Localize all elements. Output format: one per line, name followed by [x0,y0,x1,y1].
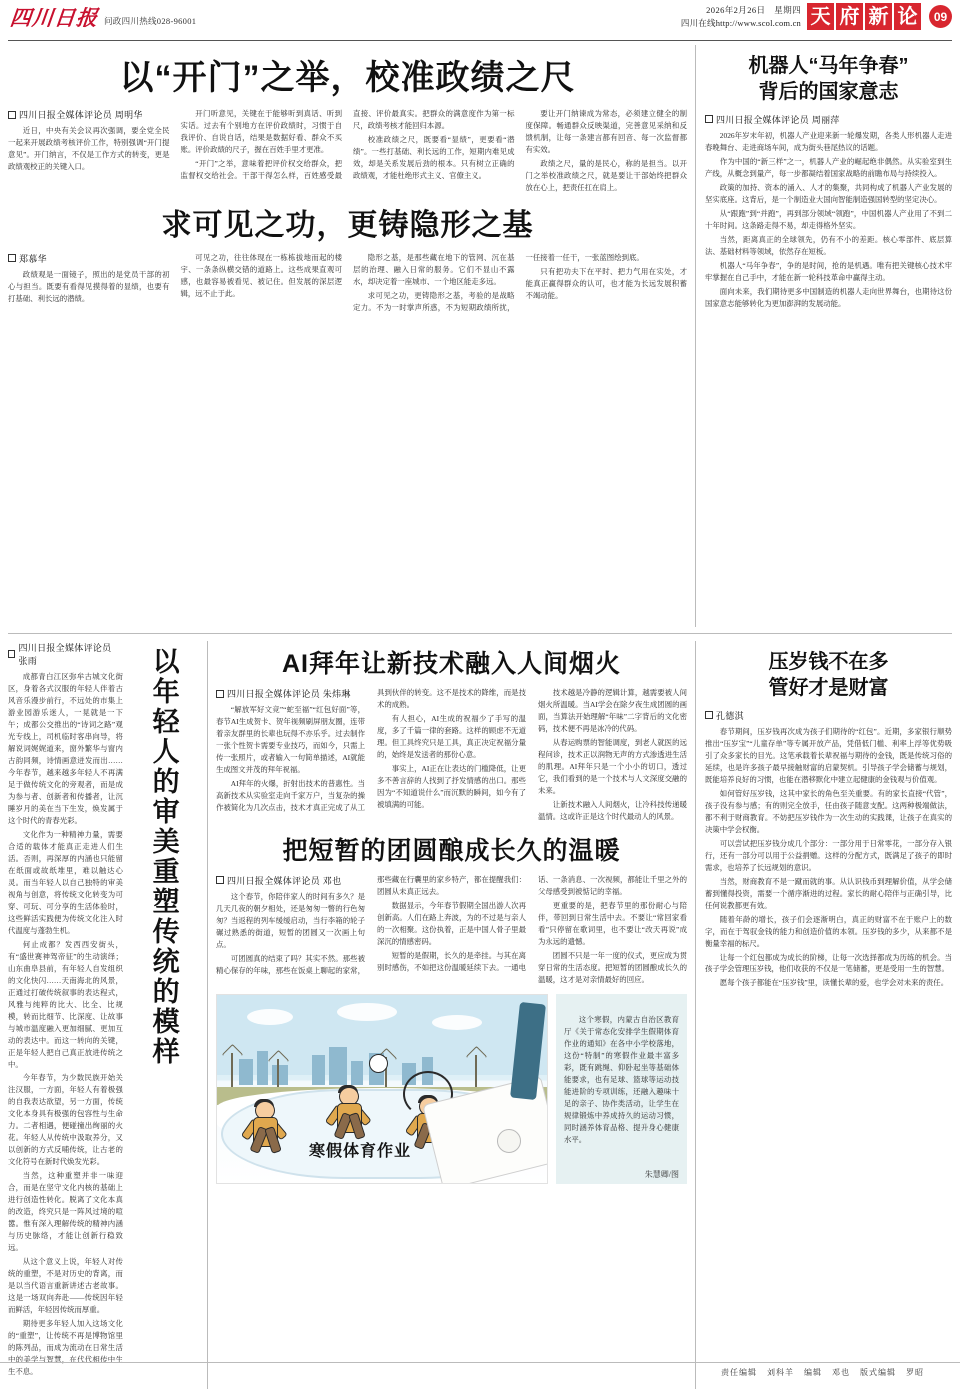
winter-sports-illustration [216,994,548,1184]
reunion-p2: 可团圆真的结束了吗？其实不然。那些被精心保存的年味，那些在饭桌上聊起的家常，那些藏在行囊里的家乡特产，都在提醒我们：团圆从未真正远去。 [216,874,526,975]
ai-p5: 技术越是冷静的逻辑计算，越需要被人间烟火所温暖。当AI学会在除夕夜生成团圆的画面，当算法开始理解“年味”二字背后的文化密码，技术便不再是冰冷的代码。 [538,688,687,733]
cloud-icon [337,1003,397,1021]
masthead [0,0,960,38]
byline-square-icon [216,876,224,884]
masthead-left [10,8,196,29]
money-p7: 愿每个孩子都能在“压岁钱”里，读懂长辈的爱，也学会对未来的责任。 [719,978,949,988]
section-title [807,3,921,30]
illustration-sidebar [556,994,687,1184]
bottom-region [8,633,952,1389]
ai-p6: 从春运购票的智能调度，到老人就医的远程问诊，技术正以润物无声的方式渗透进生活的肌理。AI拜年只是一个小小的切口，透过它，我们看到的是一个技术与人文深度交融的未来。 [538,737,687,795]
robot-p3: 政策的加持、资本的涌入、人才的集聚，共同构成了机器人产业发展的坚实底座。这背后，是一个制造业大国向智能制造强国转型的坚定决心。 [705,182,952,204]
youth-p5: 当然，这种重塑并非一味迎合，而是在坚守文化内核的基础上进行创造性转化。脱离了文化本真的改造，终究只是一阵风过境的喧嚣。惟有深入理解传统的精神内涵与历史脉络，才能让创新行稳致远。 [8,1171,123,1253]
reunion-body [216,874,687,986]
footer-subeditor-name: 邓也 [832,1367,850,1377]
lead-headline: 以“开门”之举，校准政绩之尺 [119,59,576,97]
illustration-caption: 寒假体育作业 [309,1142,412,1160]
ai-byline [216,687,365,700]
robot-byline-text: 四川日报全媒体评论员 周丽萍 [716,114,840,125]
robot-headline-line1: 机器人“马年争春” [748,55,909,77]
robot-byline [705,113,952,126]
lead-p3: “开门”之举，意味着把评价权交给群众，把监督权交给社会。干部干得怎么样，百姓感受最直接、评价最真实。把群众的满意度作为第一标尺，政绩考核才能回归本源。 [180,109,515,181]
reunion-columns [216,874,687,986]
article-youth [8,641,208,1389]
volleyball-icon [369,1054,388,1073]
building-icon [257,1051,268,1085]
footer-layout-name: 罗昭 [906,1367,924,1377]
youth-body [8,671,123,1380]
article-robot [696,45,952,627]
section-char-1: 天 [807,3,834,30]
second-p5: 只有把功夫下在平时、把力气用在实处，才能真正赢得群众的认可，也才能为长远发展积蓄不竭动能。 [525,266,687,300]
money-byline [705,709,952,722]
youth-p2: 文化作为一种精神力量，需要合适的载体才能真正走进人们生活。否则，再深厚的内涵也只能留在纸面或故纸堆里，难以触达心灵。而当年轻人以自己独特的审美视角与创意，将传统文化转变为可穿、可玩、可分享的生活体验时，这些鲜活实践便为传统文化注入时代温度与蓬勃生机。 [8,829,123,935]
money-p4: 当然，财商教育不是一蹴而就的事。从认识钱币到理解价值，从学会储蓄到懂得投资，需要一个循序渐进的过程。家长的耐心陪伴与正确引导，比任何说教都更有效。 [705,876,952,910]
section-char-4: 论 [894,3,921,30]
youth-p1: 成都青白江区弥牟古城文化街区，身着各式汉服的年轻人伴着古风音乐漫步前行，不远处的市集上游业园游乐迷人，一晃就是一下午；成都公交推出的“诗词之路”观光专线上，司机临时客串向导，将解说词娓娓道来，窗外繁华与窗内古韵同频，诗情画意迸发而出……今年春节，越来越多年轻人不再满足于做传统文化的旁观者，而是成为参与者、创新者和传播者，让沉睡岁月的美在当下生发，焕发属于这个时代的青春光彩。 [8,672,123,825]
article-money [696,641,952,1389]
reunion-byline-text: 四川日报全媒体评论员 邓也 [227,875,342,886]
lead-p4: 校准政绩之尺，既要看“显绩”，更要看“潜绩”。一些打基础、利长远的工作，短期内难见成效，却是关系发展后劲的根本。只有树立正确的政绩观，才能杜绝形式主义、官僚主义。 [353,135,515,181]
paper-hotline: 问政四川热线028-96001 [104,16,197,26]
footer-editor-label: 责任编辑 [721,1367,757,1377]
building-icon [239,1059,253,1085]
top-region [8,45,952,627]
ai-p4: 事实上，AI正在让表达的门槛降低，让更多不善言辞的人找到了抒发情感的出口。那些因为“不知道说什么”而沉默的瞬间，如今有了被填满的可能。 [377,763,526,809]
money-byline-text: 孔德淇 [716,710,744,721]
byline-square-icon [8,111,16,119]
robot-p7: 面向未来，我们期待更多中国制造的机器人走向世界舞台，也期待这份国家意志能够转化为更加澎湃的发展动能。 [705,286,952,308]
scroll-roll-end [497,1129,521,1153]
ai-headline: AI拜年让新技术融入人间烟火 [281,650,621,678]
second-byline [8,252,170,265]
section-char-3: 新 [865,3,892,30]
lead-p6: 政绩之尺，量的是民心，称的是担当。以开门之举校准政绩之尺，就是要让干部始终把群众放在心上，把责任扛在肩上。 [525,159,687,192]
bare-tree-icon [277,1059,279,1087]
bare-tree-icon [475,1055,477,1087]
footer-editor-name: 刘科羊 [767,1367,794,1377]
robot-headline-line2: 背后的国家意志 [758,81,899,104]
youth-byline-text: 四川日报全媒体评论员 张雨 [18,643,112,666]
money-p3: 可以尝试把压岁钱分成几个部分：一部分用于日常零花，一部分存入银行，还有一部分可以用于公益捐赠。这样的分配方式，既满足了孩子的即时需求，也培养了长远规划的意识。 [705,838,952,872]
illustration-side-text: 这个寒假，内蒙古自治区教育厅《关于常态化安排学生假期体育作业的通知》在各中小学校落地，这份“特制”的寒假作业最丰富多彩，既有跳绳、仰卧起坐等基础体能要求，也有足球、篮球等运动技能进阶的专项训练，还融入趣味十足的亲子、协作类活动，让学生在规律锻炼中养成持久的运动习惯，同时涵养体育品格、提升身心健康水平。 [564,1014,679,1144]
byline-square-icon [8,650,15,658]
article-ai [216,644,687,823]
money-headline-line2: 管好才是财富 [768,677,889,700]
reunion-p6: 团圆不只是一年一度的仪式，更应成为贯穿日常的生活态度。把短暂的团圆酿成长久的温暖，这才是对亲情最好的回应。 [538,950,687,984]
paper-logo: 四川日报 [8,6,100,30]
youth-p6: 从这个意义上说，年轻人对传统的重塑，不是对历史的背离，而是以当代语言重新讲述古老故事。这是一场双向奔赴——传统因年轻而鲜活，年轻因传统而厚重。 [8,1257,123,1315]
ai-p3: 有人担心，AI生成的祝福少了手写的温度，多了千篇一律的套路。这样的顾虑不无道理。但工具终究只是工具，真正决定祝福分量的，始终是发送者的那份心意。 [377,713,526,759]
second-p3: 隐形之基，是那些藏在地下的管网、沉在基层的治理、融入日常的服务。它们不显山不露水，却决定着一座城市、一个地区能走多远。 [353,252,515,286]
byline-square-icon [8,254,16,262]
ai-byline-text: 四川日报全媒体评论员 朱炜琳 [227,689,351,699]
cloud-icon [247,1009,293,1025]
bare-tree-icon [231,1053,233,1087]
robot-p6: 机器人“马年争春”，争的是时间，抢的是机遇。唯有把关键核心技术牢牢掌握在自己手中，才能在新一轮科技革命中赢得主动。 [705,260,952,282]
lead-p5: 要让开门纳谏成为常态，必须建立健全的制度保障。畅通群众反映渠道，完善意见采纳和反馈机制，让每一条建言都有回音、每一次监督都有实效。 [525,109,687,155]
child-body [253,1117,278,1147]
youth-text-block [8,641,123,1389]
second-p4: 求可见之功，更铸隐形之基，考验的是战略定力。不为一时掌声所惑，不为短期政绩所扰，一任接着一任干，一张蓝图绘到底。 [353,252,644,312]
illustration-side-text-wrap [564,1014,679,1146]
top-left-block [8,45,696,627]
page-body [0,41,960,1381]
masthead-dateblock [681,4,801,30]
illustration-credit: 朱慧卿/图 [644,1169,679,1179]
reunion-p5: 更重要的是，把春节里的那份耐心与陪伴，带回到日常生活中去。不要让“常回家看看”只停留在歌词里，也不要让“改天再说”成为永远的遗憾。 [538,900,687,946]
money-p5: 随着年龄的增长，孩子们会逐渐明白，真正的财富不在于账户上的数字，而在于驾驭金钱的能力和创造价值的本领。压岁钱的多少，从来都不是衡量幸福的标尺。 [705,914,952,948]
publication-date: 2026年2月26日 星期四 [706,4,801,15]
youth-p4: 今年春节，为少数民族开始关注汉服，一方面，年轻人有着极强的自我表达欲望，另一方面，传统文化本身具有极强的包容性与生命力。二者相遇，便碰撞出绚丽的火花。年轻人从传统中汲取养分，又以创新的方式反哺传统，让古老的文化符号在新时代焕发光彩。 [8,1073,123,1167]
building-icon [351,1061,363,1085]
page-number-badge: 09 [929,5,952,28]
article-reunion [216,831,687,986]
masthead-right [681,3,952,30]
cloud-icon [432,1015,482,1030]
article-second [8,200,687,314]
reunion-p4: 短暂的是假期，长久的是牵挂。与其在离别时感伤，不如把这份温暖延续下去。一通电话、一条消息、一次视频，都能让千里之外的父母感受到被惦记的幸福。 [377,874,687,972]
money-headline-line1: 压岁钱不在多 [768,651,889,673]
reunion-byline [216,874,365,887]
lead-byline [8,108,170,121]
second-columns [8,252,687,314]
byline-square-icon [705,711,713,719]
money-p1: 春节期间，压岁钱再次成为孩子们期待的“红包”。近期，多家银行顺势推出“压岁宝”“儿童存单”等专属开放产品，凭借低门槛、利率上浮等优势吸引了众多家长的目光。这笔承载着长辈祝福与期待的金钱，既是传统习俗的延续，也是许多孩子最早接触财富的启蒙契机。引导孩子学会储蓄与规划，既能培养良好的习惯，也能在潜移默化中建立起健康的金钱观与价值观。 [705,726,952,784]
child-body [337,1103,362,1133]
money-p2: 如何管好压岁钱，这其中家长的角色至关重要。有的家长直接“代管”，孩子没有参与感；有的则完全放手，任由孩子随意支配。这两种极端做法，都不利于财商教育。不妨把压岁钱作为一次生动的实践课，让孩子在真实的决策中学会权衡。 [705,788,952,834]
ai-p7: 让新技术融入人间烟火，让冷科技传递暖温情。这或许正是这个时代最动人的风景。 [538,799,687,821]
byline-square-icon [705,115,713,123]
robot-p4: 从“跟跑”到“并跑”，再到部分领域“领跑”，中国机器人产业用了不到二十年时间。这条路走得不易，却走得格外坚实。 [705,208,952,230]
website-url: 四川在线http://www.scol.com.cn [680,17,801,28]
robot-body [705,130,952,312]
footer-layout-label: 版式编辑 [860,1367,896,1377]
bottom-mid-block [208,641,696,1389]
youth-p3: 何止成都？发西西安街头，有“盛世赛神驾帝征”的生动演绎；山东曲阜县前，有年轻人自发组织的文化快闪……天南海北的风景，正通过打破传统叙事的表达程式，风雅与纯粹的比大、比全、比规模，转而比细节、比深度、让故事与城市温度融入更加细腻、更加互动的表达中。而这一转向的关键，正是年轻人把自己真正放进传统之中。 [8,939,123,1069]
ai-p2: AI拜年的火爆，折射出技术的普惠性。当高新技术从实验室走向千家万户，当复杂的操作被简化为几次点击，技术才真正完成了从工具到伙伴的转变。这不是技术的降维，而是技术的成熟。 [216,688,526,812]
second-headline: 求可见之功，更铸隐形之基 [161,208,534,242]
youth-p7: 期待更多年轻人加入这场文化的“重塑”，让传统不再是博物馆里的陈列品，而成为流动在日常生活中的美学与智慧，在代代相传中生生不息。 [8,1319,123,1377]
youth-byline [8,641,123,667]
robot-p1: 2026年岁末年初，机器人产业迎来新一轮爆发期，各类人形机器人走进春晚舞台、走进商场车间，成为街头巷尾热议的话题。 [705,130,952,152]
lead-columns [8,108,687,194]
youth-headline: 以年轻人的审美重塑传统的模样 [148,647,179,1067]
article-lead [8,59,687,194]
building-icon [329,1047,347,1085]
reunion-p3: 数据显示，今年春节假期全国出游人次再创新高。人们在路上奔波，为的不过是与亲人的一次相聚。这份执着，正是中国人骨子里最深沉的情感密码。 [377,900,526,946]
money-p6: 让每一个红包都成为成长的阶梯，让每一次选择都成为历练的机会。当孩子学会管理压岁钱，他们收获的不仅是一笔储蓄，更是受用一生的智慧。 [705,952,952,974]
second-byline-text: 郑慕华 [19,253,47,264]
ai-columns [216,687,687,823]
byline-square-icon [216,690,224,698]
reunion-p1: 这个春节，你陪伴家人的时间有多久？是几天几夜的朝夕相处，还是匆匆一瞥的行色匆匆？当返程的列车缓缓启动，当行李箱的轮子碾过熟悉的街道，短暂的团圆又一次画上句点。 [216,891,365,949]
ai-p1: “解放军好文竞”“蛇至福”“红包好面”等，春节AI生成贺卡、贺年视频刷屏朋友圈，连带着亲友群里的长辈也玩得不亦乐乎。过去制作一张个性贺卡需要专业技巧，而如今，只需上传一张照片，或者输入一句简单描述，AI就能生成图文并茂的拜年祝福。 [216,705,365,774]
footer-subeditor-label: 编辑 [804,1367,822,1377]
building-icon [312,1055,325,1085]
lead-p2: 开门听意见，关键在于能够听到真话、听到实话。过去有个别地方在评价政绩时，习惯于自我评价、自说自话，结果是数据好看、群众不买账。评价政绩的尺子，握在百姓手里才更准。 [180,109,342,155]
ai-body [216,687,687,823]
second-p1: 政绩观是一面镜子，照出的是党员干部的初心与担当。既要有看得见摸得着的显绩，也要有打基础、利长远的潜绩。 [8,269,170,303]
page-footer [0,1362,960,1381]
reunion-headline: 把短暂的团圆酿成长久的温暖 [282,836,621,865]
second-p2: 可见之功，往往体现在一栋栋拔地而起的楼宇、一条条纵横交错的道路上。这些成果直观可感，也最容易被看见、被记住。但发展的深层逻辑，远不止于此。 [180,252,342,298]
robot-p5: 当然，距离真正的全球领先，仍有不小的差距。核心零部件、底层算法、基础材料等领域，依然存在短板。 [705,234,952,256]
robot-headline [705,53,952,106]
robot-p2: 作为中国的“新三样”之一，机器人产业的崛起绝非偶然。从实验室到生产线，从概念到量产，每一步都凝结着国家战略的前瞻布局与持续投入。 [705,156,952,178]
illustration-block [216,994,687,1184]
money-headline [705,649,952,702]
money-body [705,726,952,992]
lead-p1: 近日，中央有关会议再次强调，要全党全民一起来开展政绩考核评价工作，特别强调“开门提意见”。开门纳言，不仅是工作方式的转变，更是政绩观校正的关键入口。 [8,126,170,172]
lead-byline-text: 四川日报全媒体评论员 周明华 [19,110,143,121]
section-char-2: 府 [836,3,863,30]
